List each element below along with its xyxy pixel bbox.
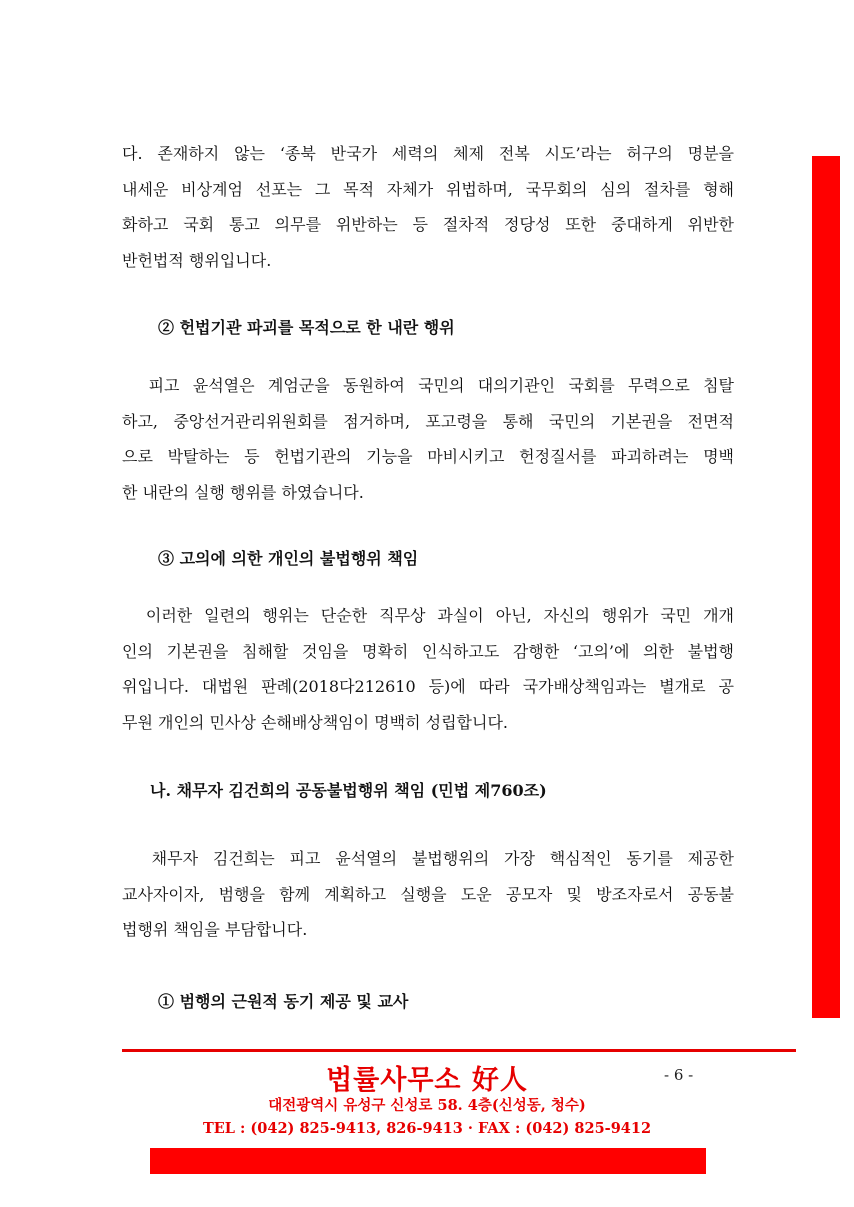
heading-5: ① 범행의 근원적 동기 제공 및 교사 [158,992,409,1011]
paragraph-3 [122,598,734,740]
paragraph-1 [122,136,734,278]
heading-2: ② 헌법기관 파괴를 목적으로 한 내란 행위 [158,318,455,337]
heading-4: 나. 채무자 김건희의 공동불법행위 책임 (민법 제760조) [150,781,547,800]
footer-accent-bar [150,1148,706,1174]
text-line: 한 내란의 실행 행위를 하였습니다. [122,482,364,502]
firm-phone: TEL : (042) 825-9413, 826-9413 · FAX : (042) 825-9412 [202,1120,652,1137]
text-line: 채무자 김건희는 피고 윤석열의 불법행위의 가장 핵심적인 동기를 제공한 [122,849,734,868]
heading-3: ③ 고의에 의한 개인의 불법행위 책임 [158,549,419,568]
firm-address: 대전광역시 유성구 신성로 58. 4층(신성동, 청수) [268,1097,586,1114]
text-line: 무원 개인의 민사상 손해배상책임이 명백히 성립합니다. [122,712,509,732]
page-number: - 6 - [664,1066,694,1084]
text-line: 피고 윤석열은 계엄군을 동원하여 국민의 대의기관인 국회를 무력으로 침탈 [122,376,734,395]
text-line: 인의 기본권을 침해할 것임을 명확히 인식하고도 감행한 ‘고의’에 의한 불법행 [122,641,734,661]
paragraph-2 [122,368,734,510]
firm-name: 법률사무소 好人 [326,1065,528,1096]
text-line: 하고, 중앙선거관리위원회를 점거하며, 포고령을 통해 국민의 기본권을 전면적 [122,411,734,431]
text-line: 으로 박탈하는 등 헌법기관의 기능을 마비시키고 헌정질서를 파괴하려는 명백 [122,447,734,466]
side-accent-bar [812,156,840,1018]
text-line: 화하고 국회 통고 의무를 위반하는 등 절차적 정당성 또한 중대하게 위반한 [122,215,734,234]
text-line: 법행위 책임을 부담합니다. [122,920,308,939]
text-line: 이러한 일련의 행위는 단순한 직무상 과실이 아닌, 자신의 행위가 국민 개개 [122,606,734,625]
text-line: 다. 존재하지 않는 ‘종북 반국가 세력의 체제 전복 시도’라는 허구의 명분을 [122,144,734,163]
paragraph-4 [122,841,734,948]
text-line: 교사자이자, 범행을 함께 계획하고 실행을 도운 공모자 및 방조자로서 공동불 [122,884,734,904]
text-line: 반헌법적 행위입니다. [122,250,272,270]
text-line: 내세운 비상계엄 선포는 그 목적 자체가 위법하며, 국무회의 심의 절차를 형해 [122,179,734,199]
text-line: 위입니다. 대법원 판례(2018다212610 등)에 따라 국가배상책임과는 별개로 공 [122,677,734,696]
footer-divider [122,1049,796,1052]
